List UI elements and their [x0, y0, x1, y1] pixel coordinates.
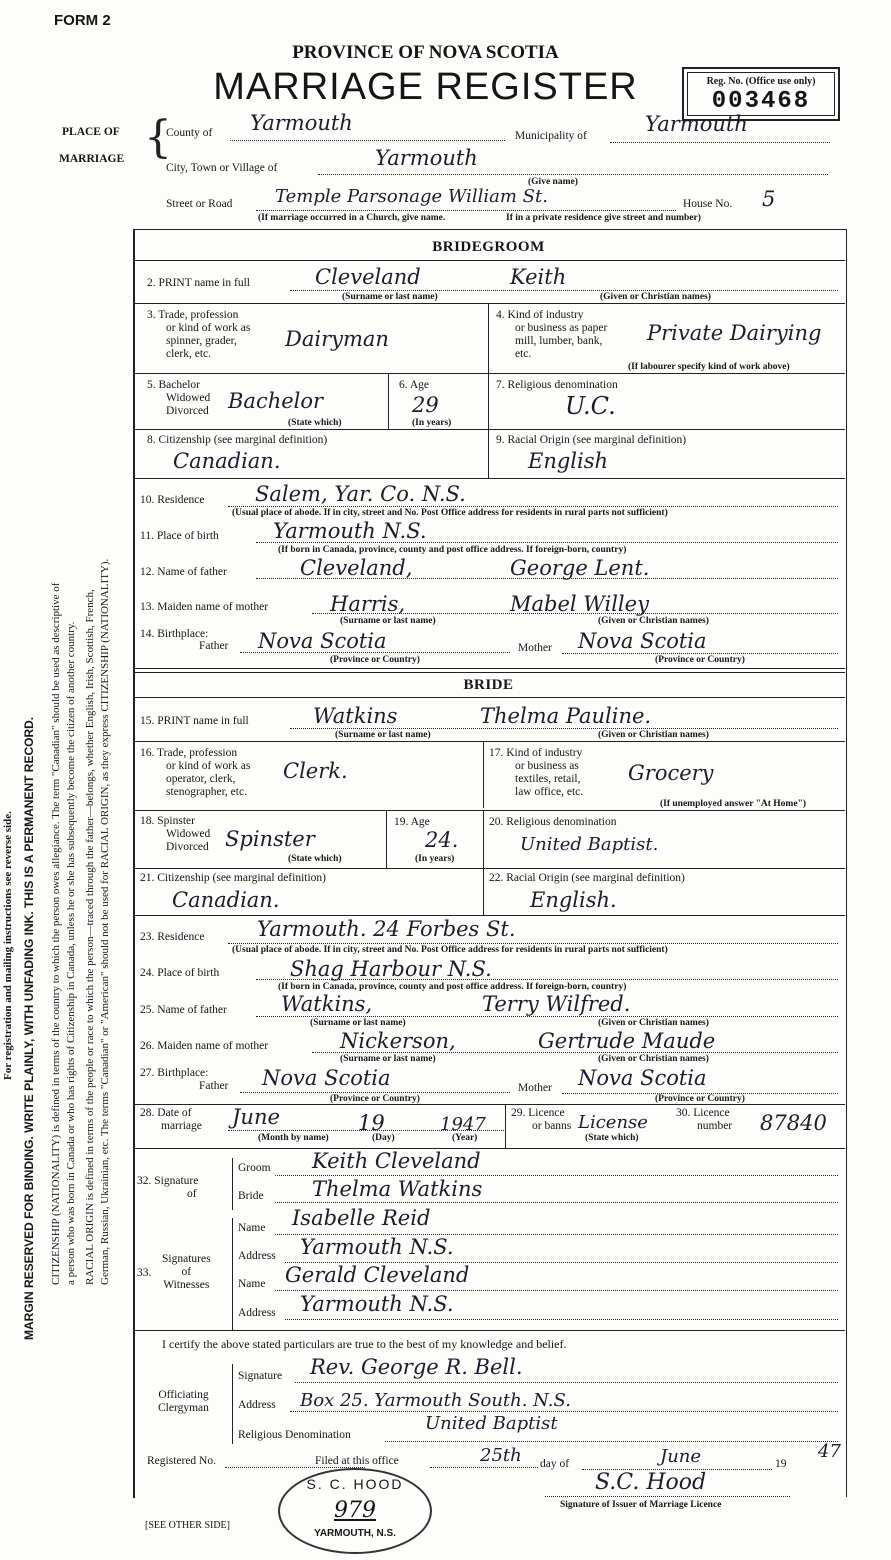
- bridegroom-heading: BRIDEGROOM: [432, 239, 545, 255]
- bride-mother-label: 26. Maiden name of mother: [140, 1040, 269, 1052]
- groom-signature: Keith Cleveland: [312, 1149, 481, 1173]
- municipality-label: Municipality of: [515, 130, 587, 142]
- bride-industry-note: (If unemployed answer "At Home"): [660, 799, 807, 809]
- bride-given-note: (Given or Christian names): [598, 730, 709, 740]
- groom-mother-given-note: (Given or Christian names): [598, 616, 709, 626]
- bride-trade: Clerk.: [283, 759, 348, 783]
- clergy-addr-label: Address: [238, 1399, 276, 1411]
- clergy-religion: United Baptist: [425, 1413, 558, 1434]
- street-note-1: (If marriage occurred in a Church, give name.: [258, 213, 446, 223]
- w2-name-label: Name: [238, 1278, 266, 1290]
- bride-sig-label: Bride: [238, 1190, 264, 1202]
- bride-industry-label: 17. Kind of industry or business as textiles, retail, law office, etc.: [489, 747, 584, 798]
- year-prefix: 19: [775, 1458, 787, 1470]
- bride-father-surname: Watkins,: [281, 992, 373, 1016]
- margin-instructions: For registration and mailing instructions see reverse side.: [2, 811, 14, 1080]
- groom-mother-surname-note: (Surname or last name): [340, 616, 436, 626]
- w2-address-label: Address: [238, 1307, 276, 1319]
- groom-father-birthplace: Nova Scotia: [258, 629, 387, 653]
- groom-trade-label: 3. Trade, profession or kind of work as spinner, grader, clerk, etc.: [147, 309, 251, 360]
- year-note: (Year): [452, 1133, 478, 1143]
- groom-mother-prov-note: (Province or Country): [655, 655, 745, 665]
- groom-father-given: George Lent.: [510, 556, 650, 580]
- bride-given: Thelma Pauline.: [480, 704, 652, 728]
- bride-name-label: 15. PRINT name in full: [140, 715, 249, 727]
- filed-label: Filed at this office: [315, 1455, 399, 1467]
- clergy-address: Box 25. Yarmouth South. N.S.: [300, 1390, 571, 1411]
- groom-surname-note: (Surname or last name): [342, 292, 438, 302]
- place-label-2: MARRIAGE: [59, 153, 125, 165]
- bride-age: 24.: [425, 828, 459, 852]
- stamp-name: S. C. HOOD: [306, 1476, 404, 1492]
- bride-status-note: (State which): [288, 854, 342, 864]
- clergy-label: Officiating Clergyman: [158, 1389, 209, 1414]
- stamp-number: 979: [334, 1498, 376, 1523]
- form-number: FORM 2: [54, 12, 111, 29]
- bride-mother-surname: Nickerson,: [340, 1029, 456, 1053]
- form-title: MARRIAGE REGISTER: [213, 66, 638, 108]
- groom-residence: Salem, Yar. Co. N.S.: [255, 482, 466, 506]
- place-brace: {: [144, 112, 172, 163]
- certification-statement: I certify the above stated particulars are true to the best of my knowledge and belief.: [162, 1337, 567, 1351]
- groom-age-note: (In years): [412, 418, 452, 428]
- bride-father-birthplace: Nova Scotia: [262, 1066, 391, 1090]
- reg-number-label: Reg. No. (Office use only): [706, 76, 816, 87]
- marriage-day: 19: [358, 1111, 385, 1135]
- month-note: (Month by name): [258, 1133, 329, 1143]
- filed-day: 25th: [480, 1445, 522, 1466]
- margin-racial-def-2: German, Russian, Ukrainian, etc. The terms "Canadian" or "American" should not be used for RACIAL ORIGIN, as they express CITIZENSHIP (NATIONALITY).: [99, 558, 111, 1285]
- marriage-month: June: [232, 1105, 280, 1129]
- licence-type: License: [578, 1112, 648, 1133]
- groom-bp-father-label: Father: [199, 640, 229, 652]
- witness1-address: Yarmouth N.S.: [300, 1235, 454, 1259]
- date-label: 28. Date of marriage: [140, 1107, 202, 1132]
- bride-mother-given-note: (Given or Christian names): [598, 1054, 709, 1064]
- bride-citizenship: Canadian.: [172, 888, 280, 912]
- issuer-label: Signature of Issuer of Marriage Licence: [560, 1500, 722, 1510]
- bride-residence: Yarmouth. 24 Forbes St.: [257, 917, 516, 941]
- groom-father-surname: Cleveland,: [300, 556, 413, 580]
- bride-father-prov-note: (Province or Country): [330, 1094, 420, 1104]
- groom-residence-label: 10. Residence: [140, 494, 205, 506]
- bride-mother-given: Gertrude Maude: [538, 1029, 716, 1053]
- province-heading: PROVINCE OF NOVA SCOTIA: [292, 42, 559, 63]
- groom-mother-given: Mabel Willey: [510, 592, 649, 616]
- filed-month: June: [660, 1446, 702, 1467]
- groom-mother-label: 13. Maiden name of mother: [140, 601, 269, 613]
- street-label: Street or Road: [166, 198, 233, 210]
- bride-industry: Grocery: [628, 761, 714, 785]
- bride-religion: United Baptist.: [520, 834, 659, 855]
- clergy-religion-label: Religious Denomination: [238, 1429, 351, 1441]
- groom-industry-note: (If labourer specify kind of work above): [628, 362, 790, 372]
- groom-status-label: 5. Bachelor Widowed Divorced: [147, 379, 211, 417]
- groom-residence-note: (Usual place of abode. If in city, street and No. Post Office address for residents in rural parts not sufficient): [232, 508, 668, 518]
- bride-bp-father-label: Father: [199, 1080, 229, 1092]
- groom-age-label: 6. Age: [399, 379, 430, 391]
- licence-number: 87840: [760, 1111, 827, 1135]
- city-label: City, Town or Village of: [166, 162, 278, 174]
- bride-racial-label: 22. Racial Origin (see marginal definition): [489, 872, 685, 884]
- day-note: (Day): [372, 1133, 395, 1143]
- groom-mother-birthplace: Nova Scotia: [578, 629, 707, 653]
- bride-mother-birthplace: Nova Scotia: [578, 1066, 707, 1090]
- house-label: House No.: [683, 198, 733, 210]
- bride-trade-label: 16. Trade, profession or kind of work as operator, clerk, stenographer, etc.: [140, 747, 251, 798]
- groom-given: Keith: [510, 265, 567, 289]
- bride-age-note: (In years): [415, 854, 455, 864]
- witnesses-label: Signatures of Witnesses: [162, 1253, 211, 1291]
- clergy-sig-label: Signature: [238, 1370, 283, 1382]
- marriage-year: 1947: [440, 1114, 486, 1135]
- groom-religion: U.C.: [565, 392, 616, 420]
- groom-racial: English: [528, 449, 609, 473]
- bride-mother-surname-note: (Surname or last name): [340, 1054, 436, 1064]
- reg-number-value: 003468: [711, 88, 811, 115]
- bride-birth-note: (If born in Canada, province, county and post office address. If foreign-born, country): [278, 982, 627, 992]
- groom-mother-surname: Harris,: [330, 592, 406, 616]
- witnesses-number: 33.: [137, 1267, 152, 1279]
- place-label-1: PLACE OF: [62, 126, 120, 138]
- see-other-side: [SEE OTHER SIDE]: [145, 1520, 230, 1531]
- stamp-location: YARMOUTH, N.S.: [314, 1528, 396, 1539]
- bride-signature: Thelma Watkins: [312, 1177, 483, 1201]
- bride-racial: English.: [530, 888, 617, 912]
- groom-status: Bachelor: [228, 389, 324, 413]
- licence-number-label: 30. Licence number: [676, 1107, 733, 1132]
- witness2-address: Yarmouth N.S.: [300, 1292, 454, 1316]
- groom-birthplace: Yarmouth N.S.: [273, 519, 427, 543]
- filed-year: 47: [818, 1441, 841, 1462]
- sig-32-label: 32. Signature of: [137, 1175, 199, 1200]
- groom-industry: Private Dairying: [647, 321, 822, 345]
- bride-residence-note: (Usual place of abode. If in city, street and No. Post Office address for residents in rural parts not sufficient): [232, 945, 668, 955]
- groom-religion-label: 7. Religious denomination: [496, 379, 618, 391]
- bride-religion-label: 20. Religious denomination: [489, 816, 617, 828]
- street-note-2: If in a private residence give street and number): [506, 213, 701, 223]
- groom-given-note: (Given or Christian names): [600, 292, 711, 302]
- groom-citizenship-label: 8. Citizenship (see marginal definition): [147, 434, 328, 446]
- bride-residence-label: 23. Residence: [140, 931, 205, 943]
- bride-age-label: 19. Age: [394, 816, 430, 828]
- bride-citizenship-label: 21. Citizenship (see marginal definition): [140, 872, 326, 884]
- bride-father-label: 25. Name of father: [140, 1004, 227, 1016]
- bride-father-given: Terry Wilfred.: [482, 992, 631, 1016]
- bride-surname-note: (Surname or last name): [335, 730, 431, 740]
- bride-bp-mother-label: Mother: [518, 1082, 552, 1094]
- county-label: County of: [166, 127, 213, 139]
- bride-status-label: 18. Spinster Widowed Divorced: [140, 815, 211, 853]
- city-value: Yarmouth: [375, 146, 478, 170]
- bride-mother-prov-note: (Province or Country): [655, 1094, 745, 1104]
- groom-birthplace-label: 11. Place of birth: [140, 530, 219, 542]
- groom-birthplace14-label: 14. Birthplace:: [140, 628, 209, 640]
- witness1-name: Isabelle Reid: [292, 1206, 431, 1230]
- groom-father-prov-note: (Province or Country): [330, 655, 420, 665]
- bride-birthplace: Shag Harbour N.S.: [290, 957, 492, 981]
- hood-stamp: [278, 1468, 432, 1554]
- groom-name-label: 2. PRINT name in full: [147, 277, 250, 289]
- margin-citizenship-def-1: CITIZENSHIP (NATIONALITY) is defined in terms of the country to which the person owes allegiance. The term "Canadian" should be used as descriptive of: [50, 582, 62, 1285]
- bride-birthplace-label: 24. Place of birth: [140, 967, 220, 979]
- bride-father-surname-note: (Surname or last name): [310, 1018, 406, 1028]
- groom-father-label: 12. Name of father: [140, 566, 227, 578]
- registered-no-label: Registered No.: [147, 1455, 216, 1467]
- street-value: Temple Parsonage William St.: [275, 186, 548, 207]
- municipality-value: Yarmouth: [645, 112, 748, 136]
- groom-birth-note: (If born in Canada, province, county and post office address. If foreign-born, country): [278, 545, 627, 555]
- county-value: Yarmouth: [250, 111, 353, 135]
- clergy-signature: Rev. George R. Bell.: [310, 1355, 523, 1379]
- bride-birthplace27-label: 27. Birthplace:: [140, 1067, 209, 1079]
- w1-address-label: Address: [238, 1250, 276, 1262]
- licence-note: (State which): [585, 1133, 639, 1143]
- groom-racial-label: 9. Racial Origin (see marginal definition): [496, 434, 687, 446]
- groom-bp-mother-label: Mother: [518, 642, 552, 654]
- margin-binding-note: MARGIN RESERVED FOR BINDING. WRITE PLAINLY, WITH UNFADING INK. THIS IS A PERMANENT RECORD.: [22, 716, 36, 1340]
- city-note: (Give name): [528, 177, 578, 187]
- bride-father-given-note: (Given or Christian names): [598, 1018, 709, 1028]
- groom-industry-label: 4. Kind of industry or business as paper mill, lumber, bank, etc.: [496, 309, 608, 360]
- groom-sig-label: Groom: [238, 1162, 271, 1174]
- licence-label: 29. Licence or banns: [511, 1107, 572, 1132]
- issuer-signature: S.C. Hood: [595, 1470, 707, 1495]
- day-of-label: day of: [540, 1458, 570, 1470]
- groom-age: 29: [412, 393, 439, 417]
- witness2-name: Gerald Cleveland: [285, 1263, 470, 1287]
- groom-surname: Cleveland: [315, 265, 421, 289]
- margin-racial-def-1: RACIAL ORIGIN is defined in terms of the people or race to which the person—traced through the father—belongs, whether English, Irish, Scottish, French,: [84, 589, 96, 1285]
- bride-heading: BRIDE: [463, 677, 514, 693]
- margin-citizenship-def-2: a person who was born in Canada or who has rights of Citizenship in Canada, unless he or she has subsequently become the citizen of another country.: [65, 621, 77, 1285]
- bride-status: Spinster: [225, 827, 315, 851]
- groom-status-note: (State which): [288, 418, 342, 428]
- w1-name-label: Name: [238, 1222, 266, 1234]
- groom-trade: Dairyman: [285, 327, 389, 351]
- groom-citizenship: Canadian.: [173, 449, 281, 473]
- house-value: 5: [762, 187, 776, 211]
- bride-surname: Watkins: [313, 704, 398, 728]
